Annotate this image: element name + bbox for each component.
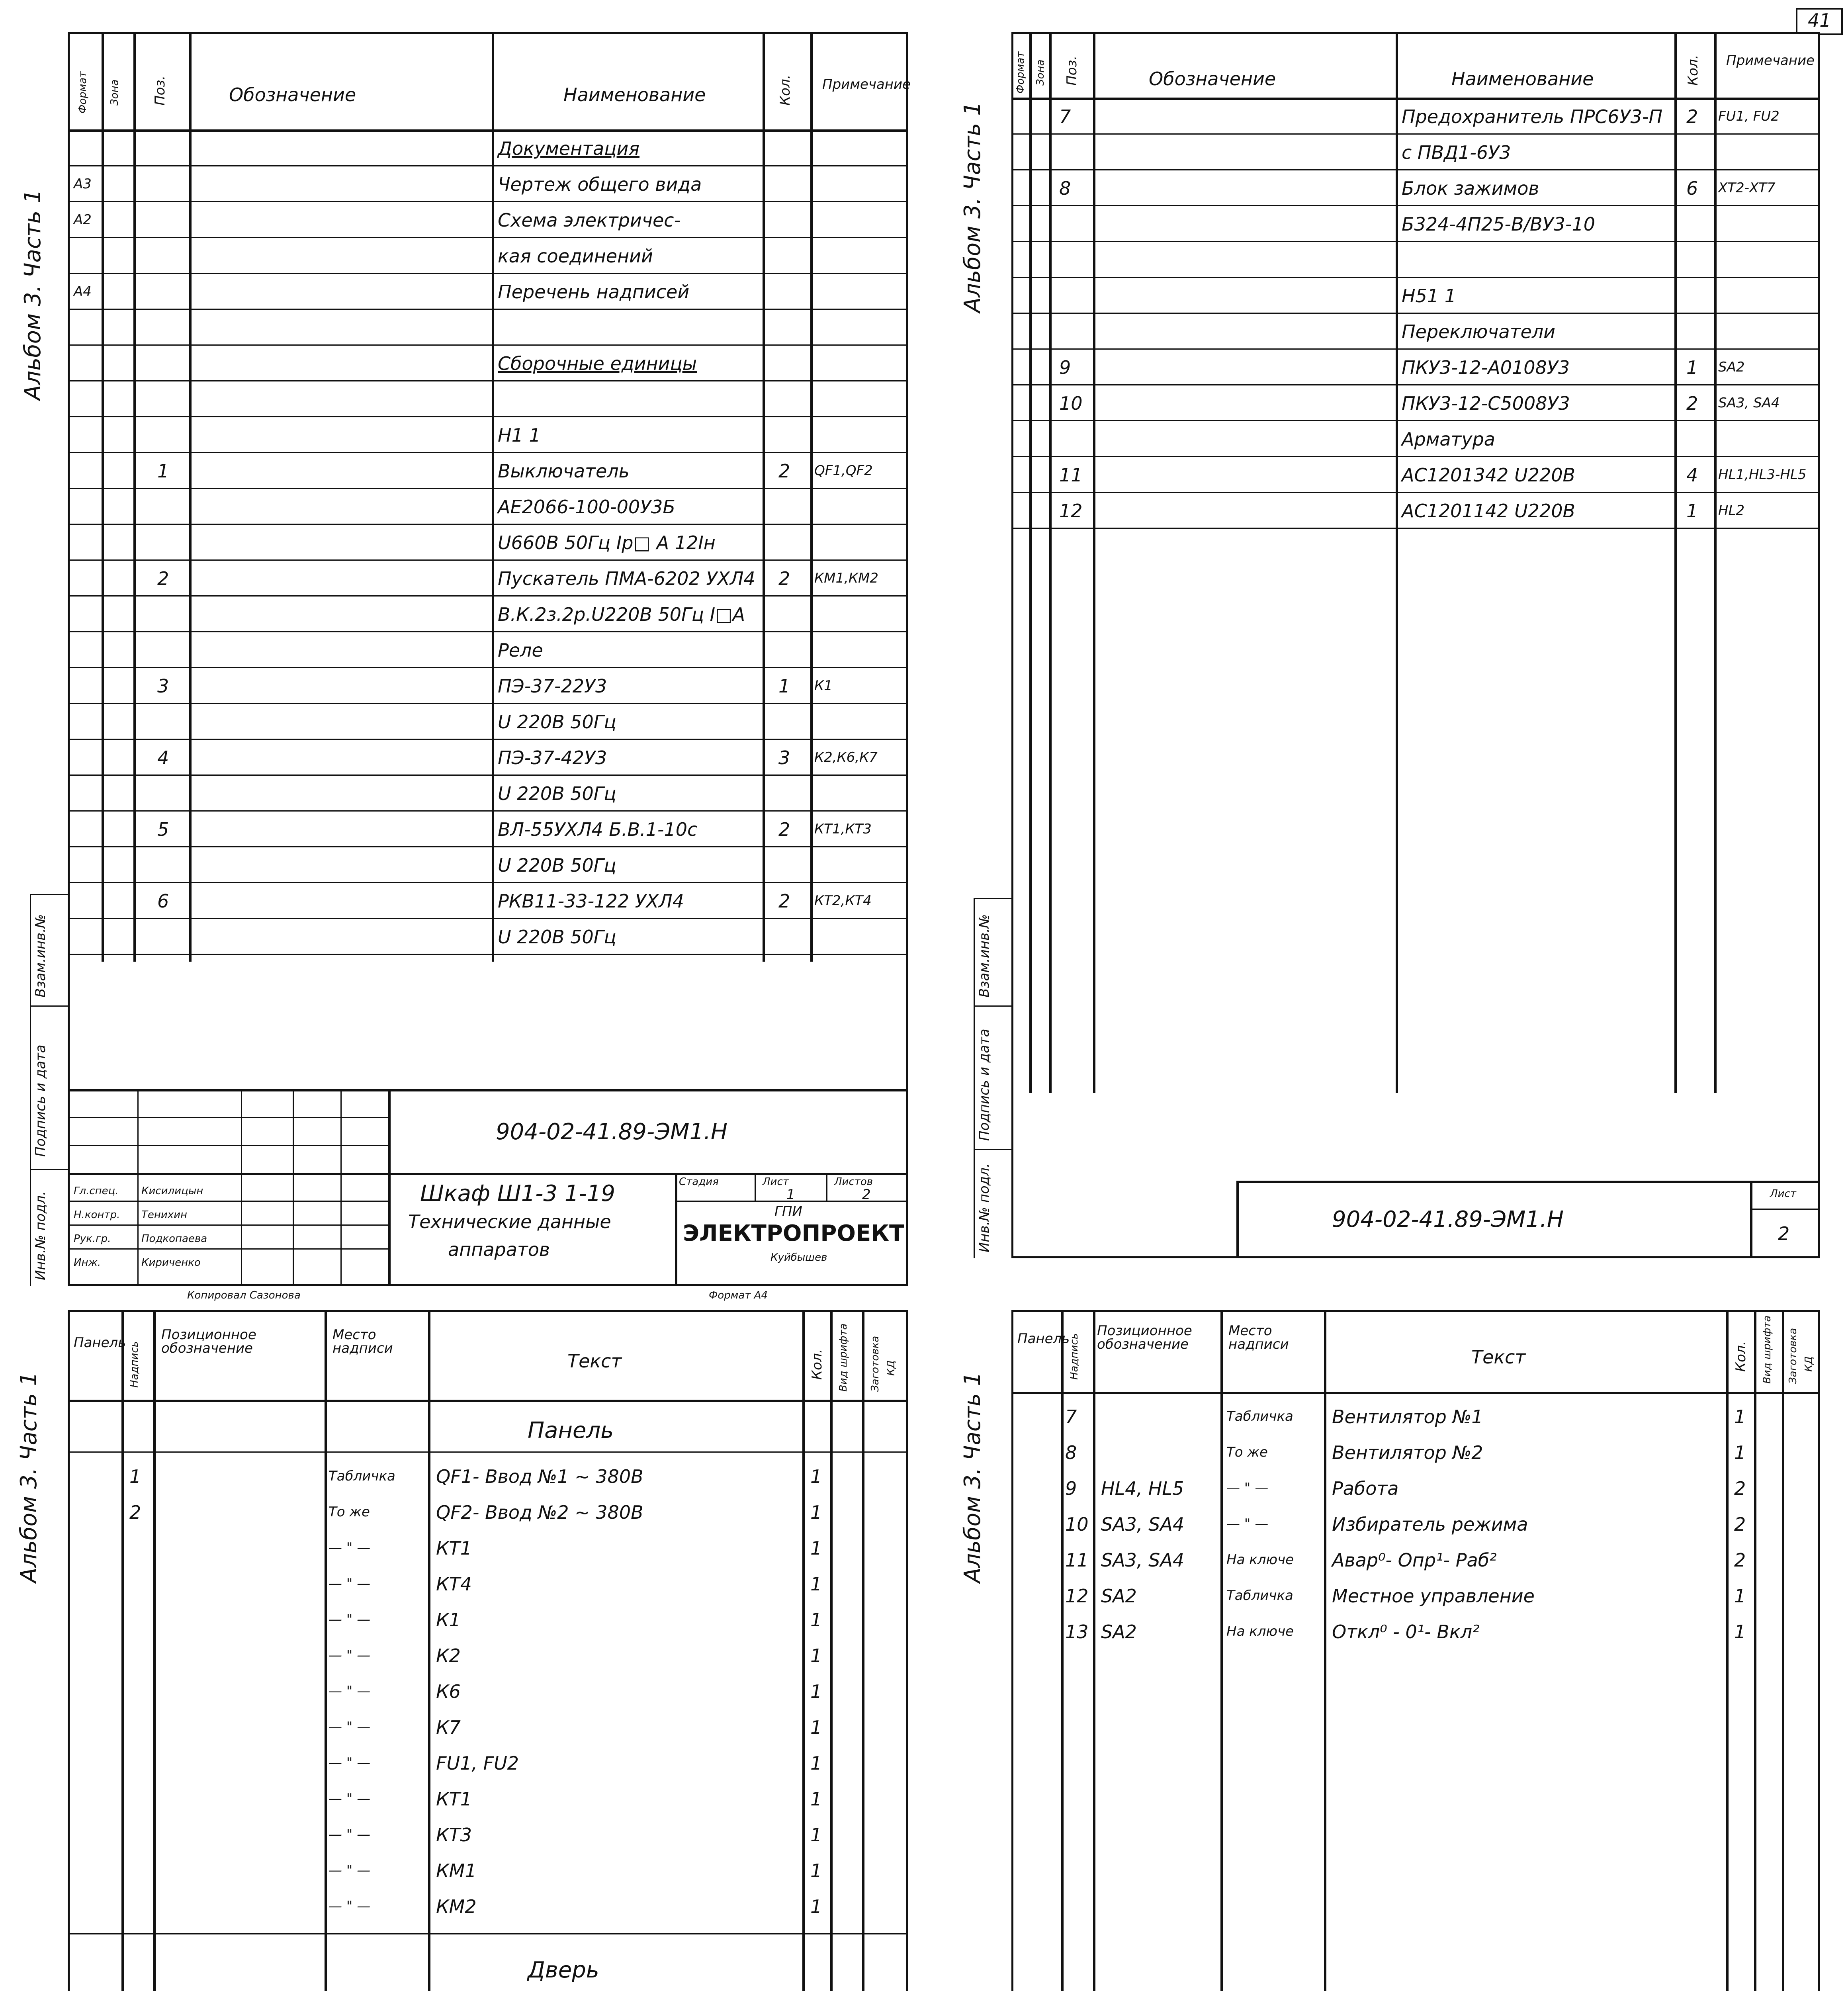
- row-name: кая соединений: [498, 245, 653, 267]
- row-line: [70, 810, 906, 812]
- row-qty: 2: [778, 819, 790, 840]
- row-line: [70, 416, 906, 417]
- label-text: Вентилятор №1: [1332, 1406, 1483, 1428]
- lh-qty: Кол.: [809, 1349, 825, 1380]
- row-format: А4: [74, 284, 92, 299]
- row-note: HL2: [1718, 503, 1745, 518]
- row-pos: 12: [1059, 500, 1083, 522]
- stamp-inv-podl-2: Инв.№ подл.: [976, 1163, 992, 1252]
- label-place: — " —: [329, 1827, 371, 1842]
- hdr-qty: Кол.: [777, 74, 793, 106]
- label-qty: 1: [810, 1466, 822, 1487]
- hdr2-zone: Зона: [1034, 59, 1046, 86]
- row-name: Арматура: [1402, 428, 1495, 450]
- label-place: — " —: [329, 1791, 371, 1807]
- tb1-sheets-label: Листов: [834, 1176, 873, 1188]
- label-qty: 1: [810, 1502, 822, 1523]
- label-text: КТ1: [436, 1537, 472, 1559]
- row-note: К1: [814, 678, 833, 694]
- row-name: Схема электричес-: [498, 209, 681, 231]
- row-line: [70, 237, 906, 238]
- label-num: 7: [1065, 1406, 1077, 1428]
- row-note: SA2: [1718, 359, 1745, 375]
- row-name: Реле: [498, 640, 543, 661]
- label-text: К7: [436, 1717, 461, 1738]
- row-name: Блок зажимов: [1402, 178, 1539, 199]
- label-place: Табличка: [329, 1468, 395, 1484]
- row-line: [70, 524, 906, 525]
- row-note: КМ1,КМ2: [814, 570, 879, 586]
- row-name: ПКУ3-12-С5008У3: [1402, 393, 1570, 414]
- label-qty: 1: [810, 1788, 822, 1810]
- row-line: [1013, 277, 1818, 278]
- label-place: — " —: [1226, 1516, 1269, 1532]
- row-qty: 2: [778, 890, 790, 912]
- row-note: FU1, FU2: [1718, 108, 1780, 124]
- row-line: [70, 631, 906, 632]
- label-pos: SA2: [1101, 1585, 1137, 1607]
- row-line: [70, 273, 906, 274]
- label-place: То же: [1226, 1444, 1268, 1460]
- lh4-text: Текст: [1471, 1346, 1526, 1368]
- row-note: КТ2,КТ4: [814, 893, 872, 909]
- row-name: U 220В 50Гц: [498, 926, 616, 948]
- label-pos: SA3, SA4: [1101, 1514, 1185, 1535]
- label-num: 9: [1065, 1478, 1077, 1499]
- label-num: 10: [1065, 1514, 1089, 1535]
- row-pos: 4: [157, 747, 169, 769]
- row-line: [70, 380, 906, 381]
- label-qty: 2: [1734, 1478, 1746, 1499]
- label-text: Избиратель режима: [1332, 1514, 1528, 1535]
- tb1-sheets: 2: [862, 1187, 871, 1203]
- row-name: Выключатель: [498, 460, 630, 482]
- album-tag-2: Альбом 3. Часть 1: [960, 102, 986, 313]
- row-name: Чертеж общего вида: [498, 174, 702, 195]
- section-door: Дверь: [528, 1957, 599, 1983]
- album-tag-3: Альбом 3. Часть 1: [16, 1372, 42, 1583]
- row-name: Документация: [498, 138, 640, 159]
- row-qty: 2: [1686, 106, 1698, 127]
- label-qty: 1: [1734, 1585, 1746, 1607]
- label-text: КТ4: [436, 1573, 472, 1595]
- label-text: К6: [436, 1681, 461, 1702]
- lh-place: Место надписи: [332, 1327, 393, 1356]
- format-1: Формат А4: [709, 1289, 768, 1301]
- sh2-sheet-label: Лист: [1770, 1188, 1796, 1200]
- row-name: В.К.2з.2р.U220В 50Гц I□А: [498, 604, 745, 625]
- row-line: [70, 559, 906, 561]
- row-note: КТ1,КТ3: [814, 821, 872, 837]
- label-text: QF2- Ввод №2 ~ 380В: [436, 1502, 643, 1523]
- sheet-spec-1: [20, 32, 911, 1286]
- row-line: [70, 595, 906, 597]
- row-note: HL1,HL3-HL5: [1718, 467, 1807, 483]
- label-qty: 1: [810, 1752, 822, 1774]
- tb1-name-0: Кисилицын: [141, 1185, 203, 1197]
- sheet-spec-2: [960, 32, 1820, 1258]
- label-qty: 1: [1734, 1621, 1746, 1643]
- tb1-role-2: Рук.гр.: [74, 1233, 111, 1245]
- row-name: ВЛ-55УХЛ4 Б.В.1-10с: [498, 819, 698, 840]
- row-qty: 2: [1686, 393, 1698, 414]
- label-qty: 1: [810, 1824, 822, 1846]
- tb1-doc-code: 904-02-41.89-ЭМ1.Н: [496, 1119, 728, 1145]
- row-line: [1013, 205, 1818, 206]
- lh-inscription: Надпись: [129, 1341, 141, 1388]
- tb1-city: Куйбышев: [770, 1252, 827, 1263]
- tb1-name-2: Подкопаева: [141, 1233, 207, 1245]
- label-text: К2: [436, 1645, 461, 1666]
- row-name: Н51 1: [1402, 285, 1457, 307]
- hdr2-name: Наименование: [1451, 68, 1594, 90]
- label-text: КМ1: [436, 1860, 477, 1881]
- tb1-role-0: Гл.спец.: [74, 1185, 119, 1197]
- row-name: Переключатели: [1402, 321, 1556, 342]
- label-num: 2: [129, 1502, 141, 1523]
- label-text: КТ1: [436, 1788, 472, 1810]
- lh-blank: Заготовка: [869, 1336, 881, 1392]
- album-tag-4: Альбом 3. Часть 1: [960, 1372, 986, 1583]
- label-text: Работа: [1332, 1478, 1399, 1499]
- label-num: 13: [1065, 1621, 1089, 1643]
- row-line: [70, 309, 906, 310]
- lh4-font: Вид шрифта: [1761, 1315, 1773, 1384]
- sh2-doc-code: 904-02-41.89-ЭМ1.Н: [1332, 1207, 1564, 1232]
- hdr2-designation: Обозначение: [1149, 68, 1276, 90]
- row-name: U660В 50Гц Iр□ А 12Iн: [498, 532, 716, 553]
- row-line: [70, 774, 906, 776]
- label-qty: 1: [810, 1860, 822, 1881]
- row-note: К2,К6,К7: [814, 749, 878, 765]
- row-line: [70, 703, 906, 704]
- hdr2-qty: Кол.: [1685, 55, 1701, 86]
- stamp-inv-podl: Инв.№ подл.: [33, 1191, 49, 1280]
- label-num: 1: [129, 1466, 141, 1487]
- row-line: [70, 344, 906, 346]
- section-panel: Панель: [528, 1418, 614, 1443]
- label-place: На ключе: [1226, 1623, 1294, 1639]
- label-place: — " —: [329, 1683, 371, 1699]
- row-name: Перечень надписей: [498, 281, 690, 303]
- row-line: [1013, 528, 1818, 529]
- album-tag: Альбом 3. Часть 1: [20, 189, 46, 400]
- lh4-pos: Позиционное обозначение: [1097, 1323, 1192, 1352]
- tb1-name-3: Кириченко: [141, 1257, 201, 1269]
- label-pos: SA2: [1101, 1621, 1137, 1643]
- row-name: АС1201342 U220В: [1402, 464, 1576, 486]
- label-qty: 1: [810, 1609, 822, 1631]
- label-qty: 1: [810, 1717, 822, 1738]
- row-line: [70, 739, 906, 740]
- tb1-title-2: аппаратов: [448, 1239, 550, 1260]
- tb1-role-1: Н.контр.: [74, 1209, 120, 1221]
- row-line: [70, 452, 906, 453]
- row-qty: 3: [778, 747, 790, 769]
- hdr2-note: Примечание: [1726, 53, 1815, 68]
- tb1-sheet: 1: [786, 1187, 795, 1203]
- lh-text: Текст: [567, 1350, 622, 1372]
- row-note: SA3, SA4: [1718, 395, 1780, 411]
- row-qty: 1: [1686, 500, 1698, 522]
- label-place: Табличка: [1226, 1408, 1293, 1424]
- lh4-place: Место надписи: [1228, 1323, 1289, 1352]
- label-place: То же: [329, 1504, 370, 1520]
- row-format: А3: [74, 176, 92, 192]
- tb1-name-1: Тенихин: [141, 1209, 188, 1221]
- tb1-title-1: Технические данные: [408, 1211, 611, 1232]
- hdr-name: Наименование: [563, 84, 706, 106]
- row-line: [1013, 384, 1818, 385]
- stamp-vzam-inv-2: Взам.инв.№: [976, 914, 992, 997]
- hdr-designation: Обозначение: [229, 84, 356, 106]
- sheet-labels-1: [16, 1310, 908, 1991]
- label-qty: 1: [1734, 1406, 1746, 1428]
- hdr2-pos: Поз.: [1064, 55, 1080, 86]
- lh4-kd: КД: [1803, 1356, 1815, 1372]
- hdr-note: Примечание: [822, 76, 911, 92]
- row-pos: 1: [157, 460, 169, 482]
- label-qty: 1: [810, 1681, 822, 1702]
- label-pos: HL4, HL5: [1101, 1478, 1184, 1499]
- row-line: [1013, 169, 1818, 170]
- label-text: Откл⁰ - 0¹- Вкл²: [1332, 1621, 1480, 1643]
- lh-pos: Позиционное обозначение: [161, 1327, 256, 1356]
- stamp-podpis-data-2: Подпись и дата: [976, 1029, 992, 1141]
- row-qty: 1: [1686, 357, 1698, 378]
- label-place: Табличка: [1226, 1588, 1293, 1604]
- row-format: А2: [74, 212, 92, 228]
- row-pos: 9: [1059, 357, 1071, 378]
- row-name: РКВ11-33-122 УХЛ4: [498, 890, 684, 912]
- row-qty: 4: [1686, 464, 1698, 486]
- label-place: На ключе: [1226, 1552, 1294, 1568]
- label-qty: 1: [810, 1896, 822, 1917]
- row-line: [1013, 492, 1818, 493]
- tb1-title-0: Шкаф Ш1-3 1-19: [420, 1181, 615, 1207]
- sheet-labels-2: [960, 1310, 1820, 1991]
- row-line: [1013, 456, 1818, 457]
- label-qty: 1: [810, 1537, 822, 1559]
- row-pos: 2: [157, 568, 169, 589]
- label-qty: 1: [1734, 1442, 1746, 1463]
- row-line: [1013, 420, 1818, 421]
- row-name: Н1 1: [498, 424, 541, 446]
- row-line: [70, 667, 906, 668]
- copied-by-1: Копировал Сазонова: [187, 1289, 301, 1301]
- row-qty: 2: [778, 568, 790, 589]
- label-text: QF1- Ввод №1 ~ 380В: [436, 1466, 643, 1487]
- row-qty: 2: [778, 460, 790, 482]
- lh4-inscription: Надпись: [1068, 1333, 1080, 1380]
- hdr-pos: Поз.: [152, 75, 168, 106]
- label-text: FU1, FU2: [436, 1752, 519, 1774]
- label-qty: 2: [1734, 1514, 1746, 1535]
- row-line: [70, 201, 906, 202]
- lh-kd: КД: [885, 1360, 897, 1376]
- label-place: — " —: [329, 1540, 371, 1556]
- lh-panel: Панель: [74, 1335, 126, 1351]
- label-num: 12: [1065, 1585, 1089, 1607]
- label-place: — " —: [329, 1612, 371, 1627]
- row-note: ХТ2-ХТ7: [1718, 180, 1776, 196]
- label-qty: 1: [810, 1645, 822, 1666]
- label-place: — " —: [329, 1862, 371, 1878]
- row-pos: 8: [1059, 178, 1071, 199]
- row-name: АЕ2066-100-00У3Б: [498, 496, 675, 518]
- row-name: Сборочные единицы: [498, 353, 697, 374]
- row-name: ПЭ-37-42У3: [498, 747, 607, 769]
- row-line: [1013, 348, 1818, 350]
- hdr2-format: Формат: [1015, 51, 1027, 94]
- row-line: [70, 488, 906, 489]
- label-text: КТ3: [436, 1824, 472, 1846]
- row-line: [1013, 133, 1818, 135]
- label-place: — " —: [1226, 1480, 1269, 1496]
- row-line: [70, 165, 906, 166]
- sh2-sheet: 2: [1778, 1223, 1790, 1244]
- row-line: [70, 882, 906, 883]
- hdr-format: Формат: [77, 71, 89, 113]
- row-pos: 7: [1059, 106, 1071, 127]
- page-number: 41: [1808, 10, 1831, 31]
- row-qty: 1: [778, 675, 790, 697]
- tb1-org2: ЭЛЕКТРОПРОЕКТ: [683, 1220, 905, 1246]
- label-num: 8: [1065, 1442, 1077, 1463]
- row-pos: 6: [157, 890, 169, 912]
- row-line: [70, 846, 906, 847]
- label-pos: SA3, SA4: [1101, 1549, 1185, 1571]
- stamp-vzam-inv: Взам.инв.№: [33, 914, 49, 997]
- row-name: ПЭ-37-22У3: [498, 675, 607, 697]
- row-line: [70, 954, 906, 955]
- label-text: КМ2: [436, 1896, 477, 1917]
- tb1-stage-label: Стадия: [679, 1176, 719, 1188]
- label-num: 11: [1065, 1549, 1089, 1571]
- lh4-blank: Заготовка: [1787, 1328, 1799, 1384]
- label-place: — " —: [329, 1755, 371, 1771]
- label-text: Вентилятор №2: [1332, 1442, 1483, 1463]
- row-name: Пускатель ПМА-6202 УХЛ4: [498, 568, 755, 589]
- tb1-org: ГПИ: [774, 1203, 802, 1219]
- lh4-panel: Панель: [1017, 1331, 1070, 1347]
- label-place: — " —: [329, 1898, 371, 1914]
- row-name: с ПВД1-6У3: [1402, 142, 1511, 163]
- row-qty: 6: [1686, 178, 1698, 199]
- lh-font: Вид шрифта: [837, 1323, 849, 1392]
- label-text: К1: [436, 1609, 461, 1631]
- row-pos: 3: [157, 675, 169, 697]
- label-text: Местное управление: [1332, 1585, 1535, 1607]
- row-line: [70, 918, 906, 919]
- row-name: АС1201142 U220В: [1402, 500, 1576, 522]
- row-name: U 220В 50Гц: [498, 783, 616, 804]
- row-pos: 5: [157, 819, 169, 840]
- stamp-podpis-data: Подпись и дата: [33, 1044, 49, 1157]
- label-qty: 2: [1734, 1549, 1746, 1571]
- row-line: [1013, 241, 1818, 242]
- row-name: U 220В 50Гц: [498, 855, 616, 876]
- tb1-role-3: Инж.: [74, 1257, 101, 1269]
- row-name: ПКУ3-12-А0108У3: [1402, 357, 1570, 378]
- row-pos: 10: [1059, 393, 1083, 414]
- row-name: Б324-4П25-В/ВУ3-10: [1402, 213, 1595, 235]
- lh4-qty: Кол.: [1733, 1341, 1749, 1372]
- tb1-sheet-label: Лист: [763, 1176, 789, 1188]
- label-text: Авар⁰- Опр¹- Раб²: [1332, 1549, 1497, 1571]
- hdr-zone: Зона: [109, 79, 121, 106]
- row-name: U 220В 50Гц: [498, 711, 616, 733]
- label-place: — " —: [329, 1576, 371, 1592]
- row-note: QF1,QF2: [814, 463, 873, 479]
- row-pos: 11: [1059, 464, 1083, 486]
- row-name: Предохранитель ПРС6У3-П: [1402, 106, 1663, 127]
- row-line: [1013, 313, 1818, 314]
- label-qty: 1: [810, 1573, 822, 1595]
- label-place: — " —: [329, 1647, 371, 1663]
- label-place: — " —: [329, 1719, 371, 1735]
